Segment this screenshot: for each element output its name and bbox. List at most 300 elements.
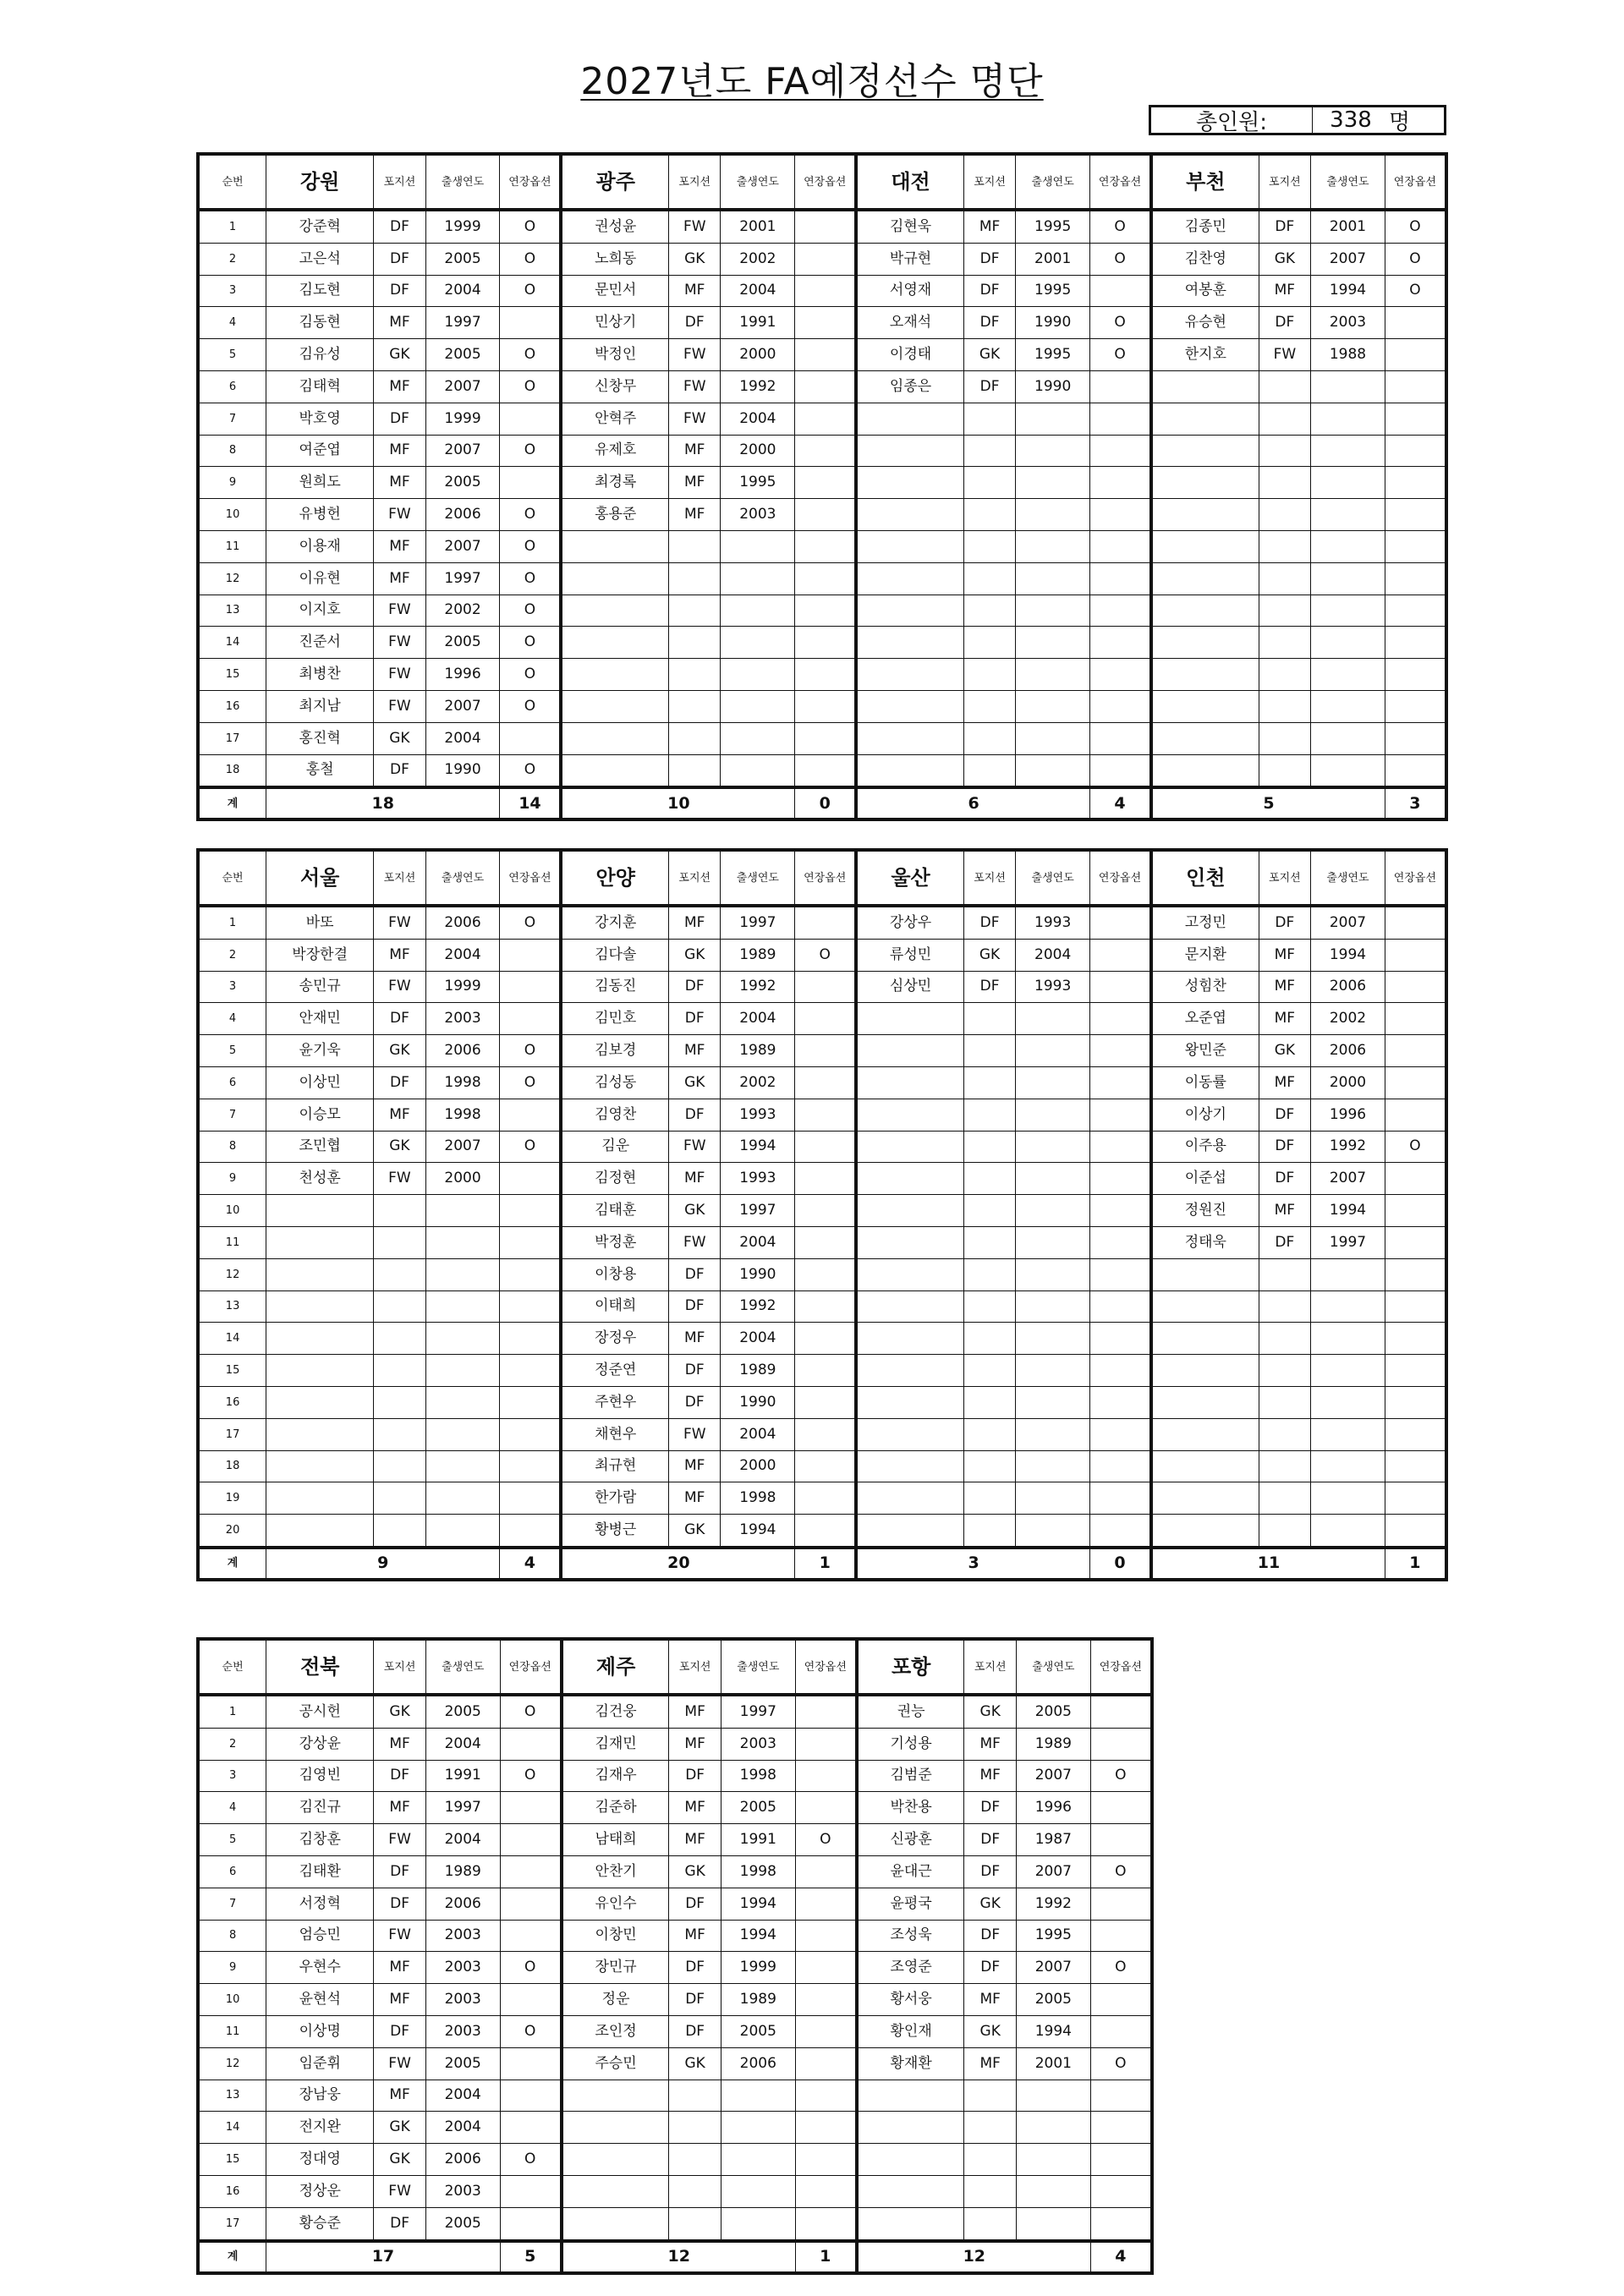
player-extension-option <box>1090 1355 1152 1387</box>
player-birth-year <box>425 1195 500 1227</box>
player-extension-option: O <box>500 370 562 403</box>
player-position: DF <box>669 2015 721 2047</box>
player-name: 안찬기 <box>562 1855 669 1888</box>
player-extension-option <box>795 1792 857 1824</box>
player-position: FW <box>668 370 721 403</box>
player-extension-option: O <box>1385 1131 1446 1163</box>
player-name: 김성동 <box>561 1066 668 1099</box>
player-position <box>1259 1418 1311 1450</box>
player-extension-option: O <box>500 530 562 562</box>
player-position: DF <box>668 1258 721 1290</box>
header-position: 포지션 <box>669 1639 721 1695</box>
player-name <box>1151 627 1259 659</box>
player-birth-year: 2003 <box>425 1003 500 1035</box>
player-position: MF <box>374 1728 426 1760</box>
header-extension-option: 연장옵션 <box>795 154 857 210</box>
player-position <box>963 722 1016 754</box>
player-position <box>1259 1355 1311 1387</box>
player-name <box>856 1163 963 1195</box>
player-position: GK <box>668 939 721 971</box>
row-number: 4 <box>198 307 266 339</box>
player-birth-year <box>1016 754 1090 787</box>
player-position <box>374 1226 426 1258</box>
player-extension-option <box>1385 971 1446 1003</box>
player-birth-year <box>425 1290 500 1323</box>
player-birth-year: 1995 <box>721 467 795 499</box>
player-extension-option <box>1385 690 1446 722</box>
row-number: 14 <box>198 627 266 659</box>
player-birth-year: 2004 <box>425 275 500 307</box>
table-row <box>198 1386 1446 1418</box>
row-number: 5 <box>198 1035 266 1067</box>
player-position: DF <box>1259 307 1311 339</box>
player-position: DF <box>964 1920 1017 1952</box>
player-birth-year: 1991 <box>721 307 795 339</box>
player-name: 진준서 <box>266 627 374 659</box>
sum-extension-options: 5 <box>500 2241 562 2273</box>
player-extension-option <box>1090 1195 1152 1227</box>
player-position: MF <box>374 435 426 467</box>
player-extension-option <box>1385 1515 1446 1548</box>
player-extension-option <box>500 307 562 339</box>
header-extension-option: 연장옵션 <box>1385 154 1446 210</box>
player-name: 윤평국 <box>857 1888 964 1920</box>
player-name: 김태훈 <box>561 1195 668 1227</box>
player-birth-year: 2005 <box>1016 1695 1090 1728</box>
player-birth-year <box>1016 530 1090 562</box>
player-extension-option <box>500 2080 562 2112</box>
player-extension-option: O <box>500 1760 562 1792</box>
table-row <box>198 1099 1446 1131</box>
player-name <box>266 1515 374 1548</box>
player-birth-year <box>1311 754 1385 787</box>
player-extension-option <box>795 2112 857 2144</box>
table-row <box>198 307 1446 339</box>
roster-table-3 <box>196 1637 1154 2275</box>
player-extension-option: O <box>1090 2047 1152 2080</box>
player-name <box>856 1099 963 1131</box>
player-name <box>266 1482 374 1515</box>
player-extension-option <box>1090 595 1152 627</box>
player-extension-option <box>500 2112 562 2144</box>
player-position: DF <box>374 1888 426 1920</box>
player-birth-year: 1997 <box>721 1695 795 1728</box>
player-position: MF <box>668 1482 721 1515</box>
player-position <box>374 1418 426 1450</box>
player-birth-year <box>1311 435 1385 467</box>
player-birth-year: 2006 <box>1311 1035 1385 1067</box>
player-position: FW <box>668 210 721 243</box>
total-count-box <box>1149 105 1446 135</box>
player-position: MF <box>374 1952 426 1984</box>
player-name <box>1151 659 1259 691</box>
player-position: DF <box>1259 1099 1311 1131</box>
player-extension-option <box>1090 2207 1152 2240</box>
player-birth-year: 2007 <box>425 1131 500 1163</box>
player-birth-year: 1991 <box>721 1824 795 1856</box>
player-position: MF <box>1259 275 1311 307</box>
player-extension-option <box>795 754 857 787</box>
player-name: 임준휘 <box>266 2047 374 2080</box>
player-birth-year: 1992 <box>1311 1131 1385 1163</box>
player-extension-option <box>1090 971 1152 1003</box>
player-name <box>1151 1450 1259 1482</box>
player-position: DF <box>669 1888 721 1920</box>
player-birth-year <box>721 2175 795 2207</box>
player-position <box>1259 595 1311 627</box>
player-name: 정준연 <box>561 1355 668 1387</box>
player-extension-option: O <box>500 690 562 722</box>
player-name: 김태혁 <box>266 370 374 403</box>
player-name <box>856 595 963 627</box>
player-birth-year: 2004 <box>721 403 795 435</box>
player-position: GK <box>963 939 1016 971</box>
table-row <box>198 1450 1446 1482</box>
header-position: 포지션 <box>964 1639 1017 1695</box>
player-name <box>856 1515 963 1548</box>
player-extension-option <box>1385 1163 1446 1195</box>
player-birth-year <box>1016 2207 1090 2240</box>
player-birth-year: 1990 <box>721 1258 795 1290</box>
player-extension-option <box>500 971 562 1003</box>
player-extension-option <box>1090 690 1152 722</box>
player-name: 황승준 <box>266 2207 374 2240</box>
player-extension-option <box>795 307 857 339</box>
player-extension-option <box>1385 939 1446 971</box>
player-extension-option <box>1090 499 1152 531</box>
player-name: 최병찬 <box>266 659 374 691</box>
player-name <box>856 1066 963 1099</box>
player-name: 강상우 <box>856 906 963 939</box>
player-name <box>266 1226 374 1258</box>
player-birth-year <box>1016 435 1090 467</box>
player-birth-year: 1999 <box>721 1952 795 1984</box>
player-name <box>561 562 668 595</box>
player-birth-year: 2005 <box>425 339 500 371</box>
player-position: DF <box>963 971 1016 1003</box>
player-extension-option <box>500 1226 562 1258</box>
table-row <box>198 1515 1446 1548</box>
player-name: 서정혁 <box>266 1888 374 1920</box>
player-position: DF <box>374 1760 426 1792</box>
row-number: 4 <box>198 1792 266 1824</box>
player-birth-year <box>721 754 795 787</box>
player-extension-option <box>1090 939 1152 971</box>
row-number: 11 <box>198 530 266 562</box>
header-extension-option: 연장옵션 <box>1090 1639 1152 1695</box>
player-name <box>856 1003 963 1035</box>
player-position: DF <box>963 307 1016 339</box>
player-extension-option <box>1090 659 1152 691</box>
row-number: 18 <box>198 754 266 787</box>
table-row <box>198 1163 1446 1195</box>
player-name: 권성윤 <box>561 210 668 243</box>
sum-players: 3 <box>856 1548 1089 1580</box>
player-name: 안재민 <box>266 1003 374 1035</box>
header-position: 포지션 <box>374 850 426 906</box>
table-row <box>198 1355 1446 1387</box>
player-position <box>668 530 721 562</box>
player-position: GK <box>668 243 721 275</box>
player-name: 문민서 <box>561 275 668 307</box>
player-position: MF <box>374 530 426 562</box>
player-position: DF <box>374 1066 426 1099</box>
sum-extension-options: 4 <box>1090 2241 1152 2273</box>
player-extension-option <box>795 1099 857 1131</box>
team-name: 포항 <box>857 1639 964 1695</box>
player-extension-option <box>795 1163 857 1195</box>
player-extension-option <box>500 939 562 971</box>
player-position: FW <box>668 1418 721 1450</box>
player-birth-year: 2007 <box>425 690 500 722</box>
table-row <box>198 627 1446 659</box>
player-birth-year: 1989 <box>721 1035 795 1067</box>
player-position <box>374 1450 426 1482</box>
player-extension-option <box>795 1131 857 1163</box>
player-extension-option <box>795 467 857 499</box>
player-birth-year: 2005 <box>425 1695 500 1728</box>
sum-extension-options: 1 <box>795 2241 857 2273</box>
player-extension-option <box>1090 1226 1152 1258</box>
player-extension-option <box>500 1482 562 1515</box>
player-extension-option <box>795 1984 857 2016</box>
player-birth-year: 1997 <box>721 906 795 939</box>
total-unit: 명 <box>1389 109 1411 135</box>
player-name <box>856 403 963 435</box>
player-birth-year <box>1311 1258 1385 1290</box>
row-number: 11 <box>198 1226 266 1258</box>
player-position: MF <box>668 1163 721 1195</box>
table-header-row <box>198 154 1446 210</box>
player-name: 송민규 <box>266 971 374 1003</box>
player-birth-year: 1995 <box>1016 339 1090 371</box>
player-position: FW <box>374 2175 426 2207</box>
player-name: 김동진 <box>561 971 668 1003</box>
player-name: 민상기 <box>561 307 668 339</box>
player-extension-option <box>795 1855 857 1888</box>
player-name <box>1151 370 1259 403</box>
player-extension-option <box>795 1355 857 1387</box>
player-extension-option <box>500 1824 562 1856</box>
player-name <box>1151 690 1259 722</box>
player-name: 박정인 <box>561 339 668 371</box>
header-birth-year: 출생연도 <box>1016 850 1090 906</box>
player-name: 이상명 <box>266 2015 374 2047</box>
table-row <box>198 1195 1446 1227</box>
player-position <box>963 1450 1016 1482</box>
team-name: 안양 <box>561 850 668 906</box>
row-number: 10 <box>198 1984 266 2016</box>
player-position: MF <box>668 1450 721 1482</box>
player-name: 바또 <box>266 906 374 939</box>
player-birth-year: 1998 <box>425 1066 500 1099</box>
player-birth-year: 2007 <box>425 370 500 403</box>
player-name: 이상민 <box>266 1066 374 1099</box>
player-position: FW <box>374 1824 426 1856</box>
player-position: MF <box>374 370 426 403</box>
player-birth-year <box>1311 1386 1385 1418</box>
player-position <box>374 1290 426 1323</box>
player-birth-year: 2007 <box>1016 1952 1090 1984</box>
player-extension-option: O <box>500 499 562 531</box>
row-number: 3 <box>198 971 266 1003</box>
player-position <box>1259 530 1311 562</box>
player-name <box>562 2080 669 2112</box>
player-position: DF <box>669 1984 721 2016</box>
player-birth-year <box>1311 370 1385 403</box>
player-extension-option: O <box>1090 1760 1152 1792</box>
player-birth-year: 2006 <box>425 1035 500 1067</box>
player-extension-option <box>795 2207 857 2240</box>
row-number: 20 <box>198 1515 266 1548</box>
header-row-number: 순번 <box>198 850 266 906</box>
player-extension-option <box>1090 1066 1152 1099</box>
player-name <box>1151 1258 1259 1290</box>
player-birth-year <box>425 1258 500 1290</box>
row-number: 1 <box>198 906 266 939</box>
player-position <box>1259 1450 1311 1482</box>
player-extension-option <box>1090 906 1152 939</box>
player-position: FW <box>1259 339 1311 371</box>
player-birth-year: 1996 <box>1311 1099 1385 1131</box>
player-extension-option <box>500 1003 562 1035</box>
player-extension-option <box>1090 1099 1152 1131</box>
player-birth-year: 1994 <box>721 1515 795 1548</box>
header-position: 포지션 <box>963 850 1016 906</box>
player-position: FW <box>374 1163 426 1195</box>
player-position <box>963 562 1016 595</box>
player-extension-option <box>1090 1482 1152 1515</box>
player-birth-year <box>721 562 795 595</box>
table-row <box>198 1418 1446 1450</box>
player-position <box>1259 499 1311 531</box>
player-birth-year <box>425 1515 500 1548</box>
player-name: 정대영 <box>266 2144 374 2176</box>
player-position: MF <box>374 2080 426 2112</box>
player-name <box>857 2207 964 2240</box>
row-number: 17 <box>198 1418 266 1450</box>
player-extension-option <box>1090 403 1152 435</box>
player-birth-year <box>1311 595 1385 627</box>
player-extension-option <box>795 1323 857 1355</box>
table-row <box>198 1066 1446 1099</box>
player-name: 주승민 <box>562 2047 669 2080</box>
player-birth-year <box>1311 1515 1385 1548</box>
sum-extension-options: 3 <box>1385 787 1446 819</box>
player-extension-option: O <box>500 2015 562 2047</box>
player-birth-year <box>1016 1323 1090 1355</box>
player-birth-year: 1999 <box>425 971 500 1003</box>
table-row <box>198 1035 1446 1067</box>
player-name: 김재민 <box>562 1728 669 1760</box>
player-extension-option <box>1385 754 1446 787</box>
player-name <box>856 467 963 499</box>
player-extension-option <box>500 2175 562 2207</box>
player-extension-option <box>795 339 857 371</box>
player-name <box>561 690 668 722</box>
player-name: 김보경 <box>561 1035 668 1067</box>
player-birth-year: 2001 <box>1311 210 1385 243</box>
player-name: 신창무 <box>561 370 668 403</box>
row-number: 10 <box>198 1195 266 1227</box>
table-row <box>198 1888 1152 1920</box>
player-position: DF <box>1259 1226 1311 1258</box>
player-name <box>562 2175 669 2207</box>
player-birth-year: 1994 <box>721 1131 795 1163</box>
player-name <box>856 659 963 691</box>
player-position: DF <box>668 1386 721 1418</box>
player-name <box>1151 1290 1259 1323</box>
player-position: DF <box>374 243 426 275</box>
player-position: MF <box>374 307 426 339</box>
player-extension-option <box>1090 467 1152 499</box>
player-birth-year: 1997 <box>721 1195 795 1227</box>
player-position <box>1259 435 1311 467</box>
player-extension-option <box>795 1920 857 1952</box>
player-position <box>668 562 721 595</box>
player-name: 황서웅 <box>857 1984 964 2016</box>
player-extension-option <box>795 1258 857 1290</box>
table-row <box>198 722 1446 754</box>
player-position: GK <box>374 1131 426 1163</box>
player-position: DF <box>669 1760 721 1792</box>
player-extension-option <box>1090 2144 1152 2176</box>
player-birth-year: 1989 <box>425 1855 500 1888</box>
player-name: 고정민 <box>1151 906 1259 939</box>
player-name <box>561 627 668 659</box>
player-extension-option <box>1385 722 1446 754</box>
player-birth-year: 2007 <box>425 530 500 562</box>
player-birth-year: 2007 <box>1311 1163 1385 1195</box>
player-name: 김영빈 <box>266 1760 374 1792</box>
sum-players: 11 <box>1151 1548 1385 1580</box>
player-position: MF <box>374 1792 426 1824</box>
sum-extension-options: 0 <box>1090 1548 1152 1580</box>
player-extension-option <box>795 1515 857 1548</box>
player-birth-year <box>721 690 795 722</box>
player-extension-option <box>1385 1355 1446 1387</box>
player-extension-option: O <box>1090 1952 1152 1984</box>
player-extension-option: O <box>795 939 857 971</box>
player-name: 이동률 <box>1151 1066 1259 1099</box>
row-number: 12 <box>198 1258 266 1290</box>
player-birth-year <box>1016 1290 1090 1323</box>
player-birth-year: 2005 <box>425 627 500 659</box>
sum-players: 6 <box>856 787 1089 819</box>
table-row <box>198 1728 1152 1760</box>
player-name: 최규현 <box>561 1450 668 1482</box>
player-extension-option <box>795 1952 857 1984</box>
player-name: 조영준 <box>857 1952 964 1984</box>
player-extension-option <box>1385 1482 1446 1515</box>
player-birth-year: 1990 <box>1016 370 1090 403</box>
header-extension-option: 연장옵션 <box>1090 154 1152 210</box>
player-position <box>374 1515 426 1548</box>
team-name: 부천 <box>1151 154 1259 210</box>
player-position <box>963 1258 1016 1290</box>
player-extension-option <box>500 1792 562 1824</box>
table-row <box>198 1920 1152 1952</box>
table-row <box>198 1952 1152 1984</box>
table-row <box>198 2207 1152 2240</box>
table-row <box>198 1323 1446 1355</box>
player-name: 주현우 <box>561 1386 668 1418</box>
player-extension-option: O <box>500 1695 562 1728</box>
player-position: DF <box>963 243 1016 275</box>
player-birth-year: 1988 <box>1311 339 1385 371</box>
table-row <box>198 1760 1152 1792</box>
player-position: DF <box>964 1792 1017 1824</box>
